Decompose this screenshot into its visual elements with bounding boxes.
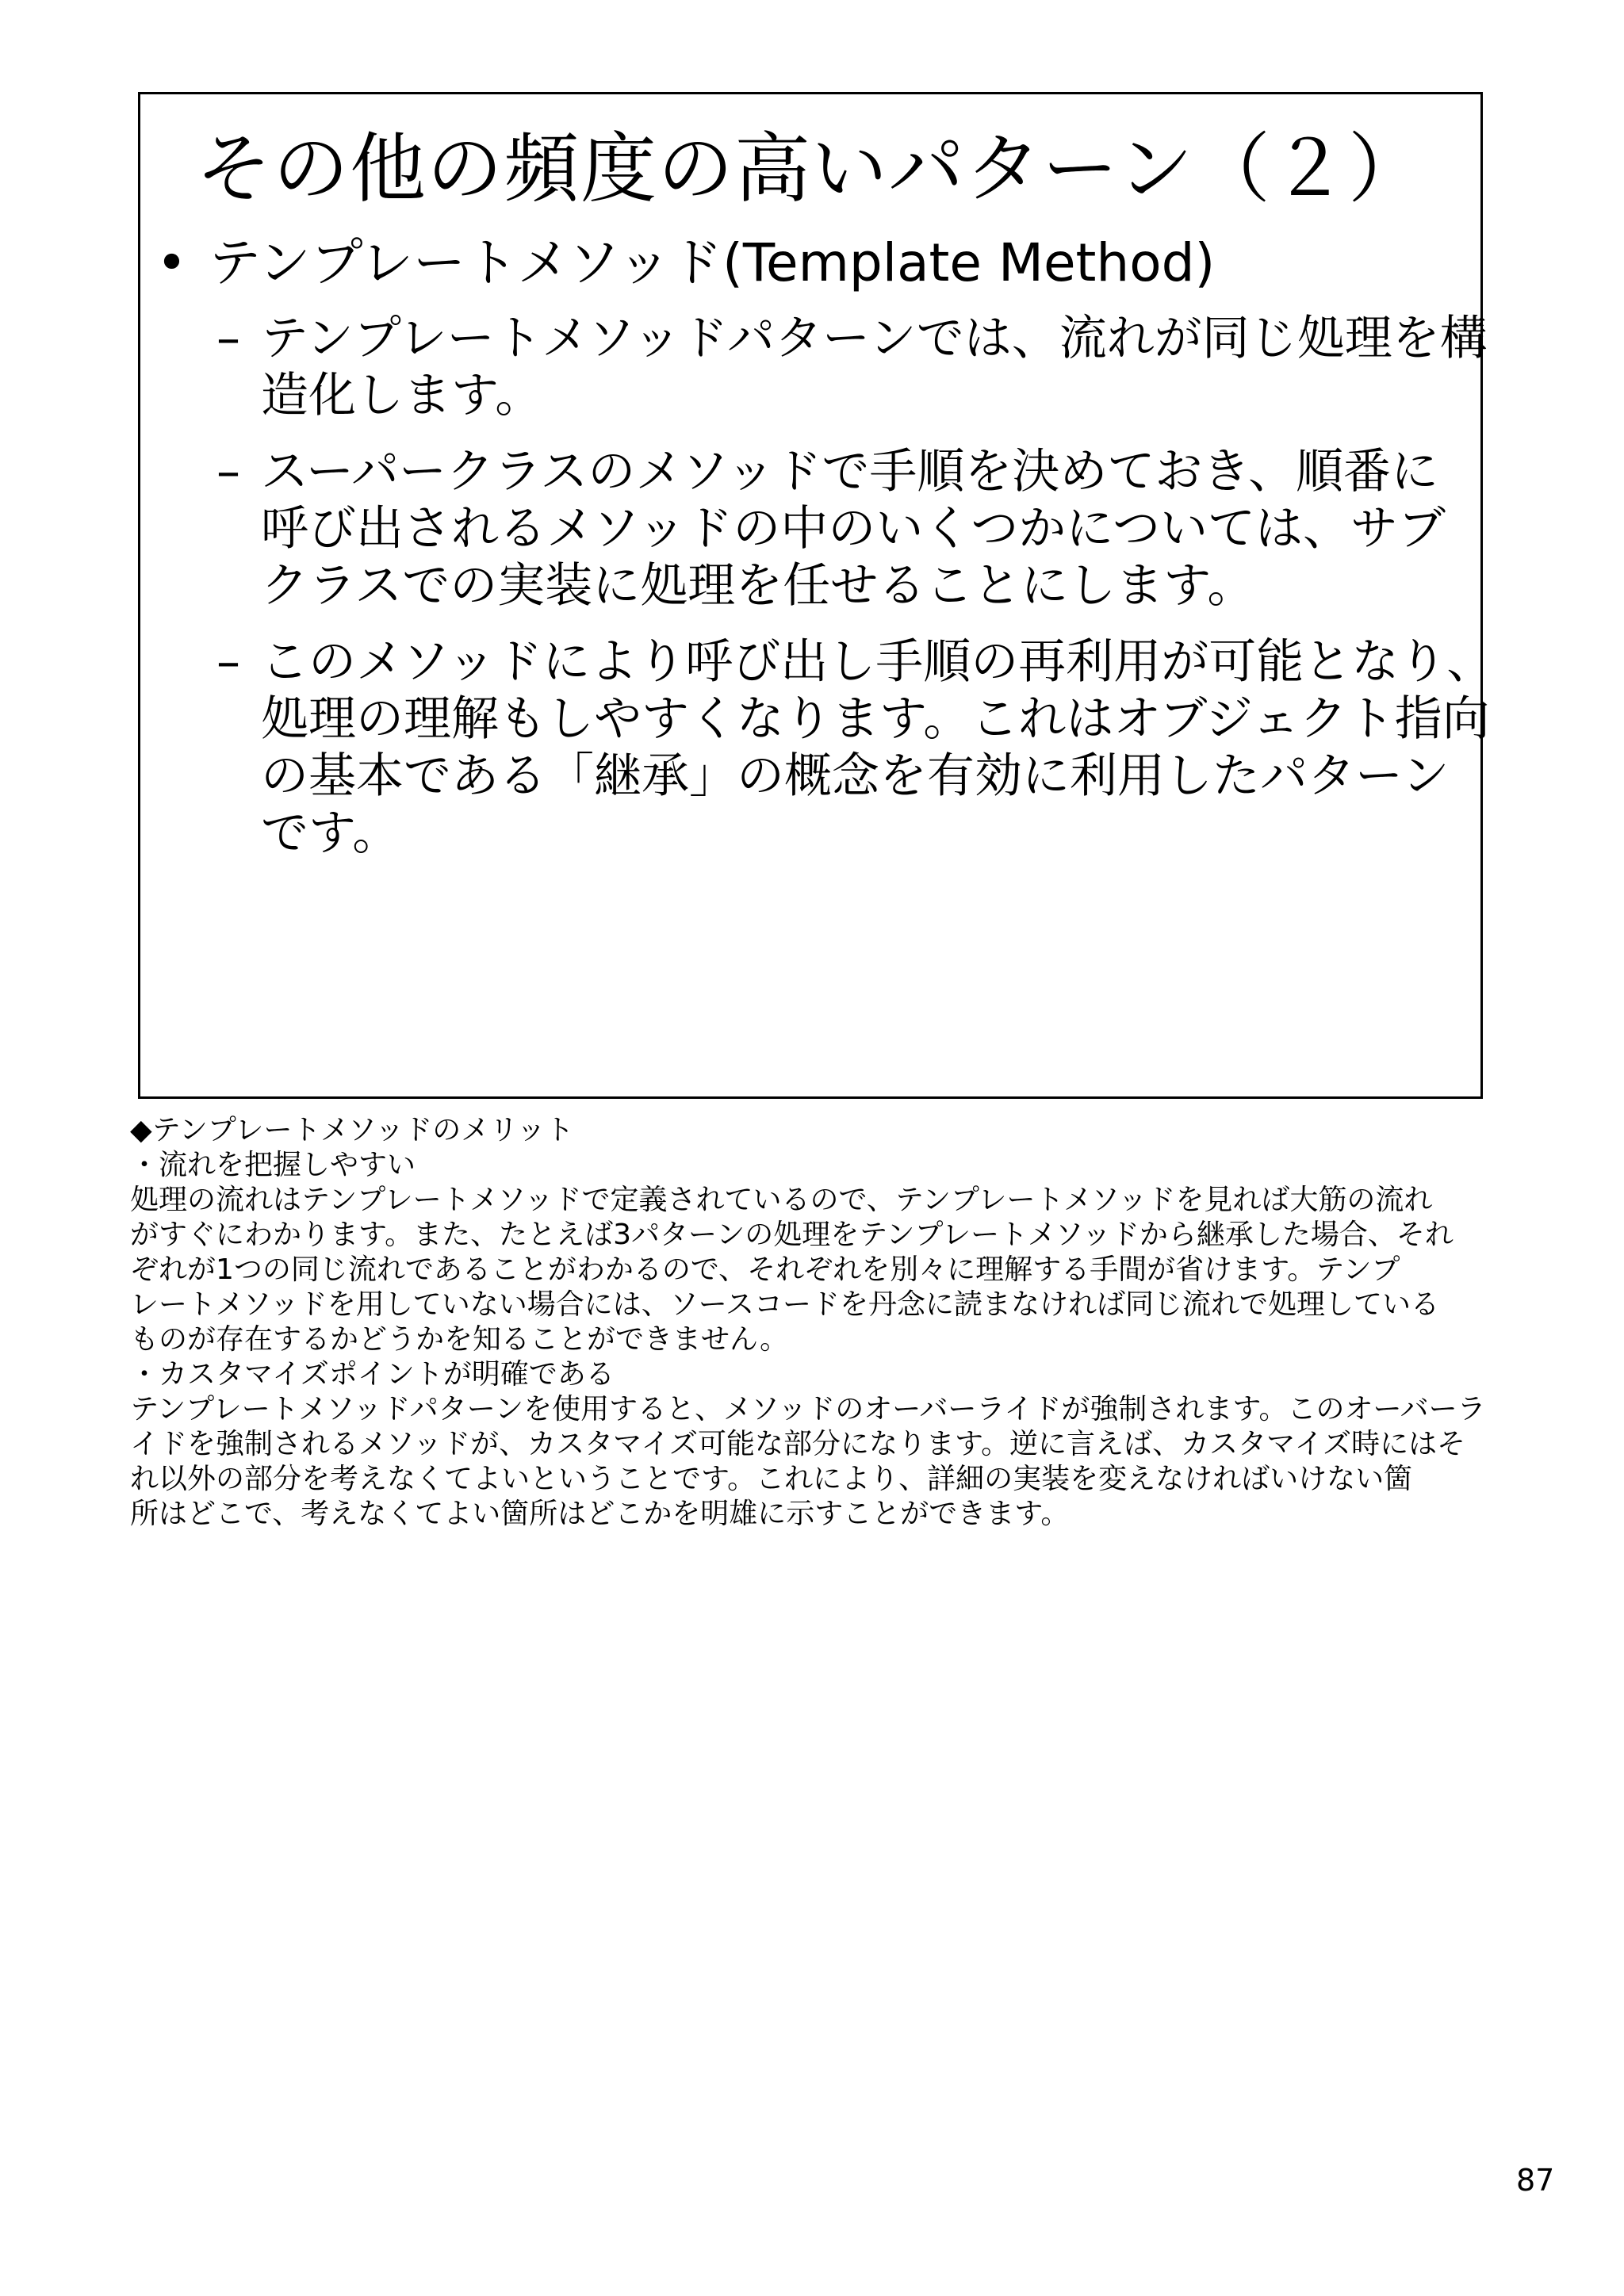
notes-subheading: ・カスタマイズポイントが明確である — [130, 1358, 615, 1391]
main-bullet — [156, 229, 1215, 297]
sub-bullet-line: 呼び出されるメソッドの中のいくつかについては、サブ — [261, 501, 1446, 557]
page-number: 87 — [1516, 2163, 1555, 2198]
notes-heading: ◆テンプレートメソッドのメリット — [130, 1114, 574, 1146]
speaker-notes — [130, 1113, 1510, 1532]
sub-bullet-line: スーパークラスのメソッドで手順を決めておき、順番に — [261, 444, 1438, 499]
bullet-marker: • — [156, 232, 187, 293]
slide-frame — [138, 92, 1495, 1099]
sub-bullet-line: クラスでの実装に処理を任せることにします。 — [261, 558, 1255, 614]
sub-bullet-line: の基本である「継承」の概念を有効に利用したパターン — [261, 748, 1450, 804]
notes-line: ものが存在するかどうかを知ることができません。 — [130, 1323, 789, 1356]
slide-title: その他の頻度の高いパターン（２） — [195, 124, 1426, 213]
sub-bullet-line: テンプレートメソッドパターンでは、流れが同じ処理を構 — [261, 311, 1488, 366]
notes-line: テンプレートメソッドパターンを使用すると、メソッドのオーバーライドが強制されます。このオーバーラ — [130, 1393, 1486, 1425]
sub-bullet-line: 処理の理解もしやすくなります。これはオブジェクト指向 — [261, 691, 1490, 747]
notes-subheading: ・流れを把握しやすい — [130, 1149, 416, 1181]
notes-line: レートメソッドを用していない場合には、ソースコードを丹念に読まなければ同じ流れで処理している — [130, 1288, 1439, 1321]
sub-bullet-item — [216, 633, 1495, 862]
notes-line: イドを強制されるメソッドが、カスタマイズ可能な部分になります。逆に言えば、カスタマイズ時にはそ — [130, 1428, 1466, 1460]
notes-line: 所はどこで、考えなくてよい箇所はどこかを明雄に示すことができます。 — [130, 1498, 1070, 1530]
sub-bullet-list — [216, 310, 1495, 881]
sub-bullet-line: このメソッドにより呼び出し手順の再利用が可能となり、 — [261, 634, 1495, 690]
notes-line: ぞれが1つの同じ流れであることがわかるので、それぞれを別々に理解する手間が省けます。テンプ — [130, 1253, 1400, 1286]
notes-line: 処理の流れはテンプレートメソッドで定義されているので、テンプレートメソッドを見れば大筋の流れ — [130, 1184, 1433, 1216]
dash-marker: – — [216, 311, 240, 366]
sub-bullet-item — [216, 310, 1488, 424]
main-bullet-text: テンプレートメソッド(Template Method) — [209, 232, 1216, 293]
sub-bullet-item — [216, 443, 1469, 614]
notes-line: がすぐにわかります。また、たとえば3パターンの処理をテンプレートメソッドから継承した場合、それ — [130, 1219, 1454, 1251]
dash-marker: – — [216, 444, 240, 499]
notes-line: れ以外の部分を考えなくてよいということです。これにより、詳細の実装を変えなければいけない箇 — [130, 1463, 1413, 1495]
sub-bullet-line: です。 — [261, 806, 400, 861]
dash-marker: – — [216, 634, 240, 690]
sub-bullet-line: 造化します。 — [261, 368, 543, 423]
